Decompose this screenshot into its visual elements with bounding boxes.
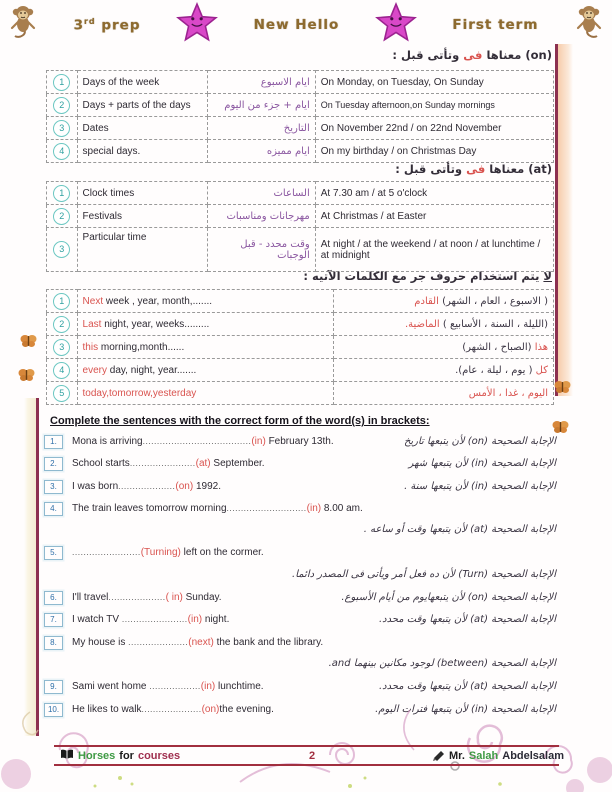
rule-examples: On my birthday / on Christmas Day [315,140,553,163]
answer-note: الإجابة الصحيحة (between) لوجود مكانين بينهما and. [328,657,556,669]
rule-label: Clock times [77,182,207,205]
exercise-item [44,591,556,613]
sentence: School starts.......................(at) September. [72,458,265,470]
heading-red-word: فى [466,162,486,176]
item-number: 5. [44,546,63,560]
row-number-badge: 2 [53,97,70,114]
item-number: 7. [44,613,63,627]
rule-arabic: الساعات [207,182,315,205]
rule-label: today,tomorrow,yesterday [77,382,334,405]
author-word: Salah [468,750,499,762]
answer-line [44,569,556,591]
table-row [47,228,554,272]
brand-word: courses [137,750,181,762]
row-number-badge: 1 [53,185,70,202]
answer-note: الإجابة الصحيحة (on) لأن يتبعهايوم من أيام الأسبوع. [341,592,556,604]
rule-examples: On Tuesday afternoon,on Sunday mornings [315,94,553,117]
table-row [47,290,554,313]
sentence: I was born....................(on) 1992. [72,480,221,492]
on-section-heading [392,48,552,62]
rule-examples: At Christmas / at Easter [315,205,553,228]
heading-text: (at) معناها [489,162,552,176]
brand-word: Horses [78,750,116,762]
monkey-icon [574,3,604,48]
on-rules-table [46,70,554,163]
rule-label: Days + parts of the days [77,94,207,117]
butterfly-icon [18,368,35,387]
answer-line [44,658,556,680]
row-number-badge: 2 [53,208,70,225]
star-icon [375,2,417,49]
row-number-badge: 3 [53,120,70,137]
item-number: 2. [44,457,63,471]
footer-bottom-rule [54,764,559,766]
at-rules-table [46,181,554,272]
item-number: 3. [44,480,63,494]
row-number-badge: 4 [53,362,70,379]
row-number-badge: 3 [53,339,70,356]
exercise-heading: Complete the sentences with the correct form of the word(s) in brackets: [50,415,430,427]
right-margin-rule [555,44,558,396]
heading-text: (on) معناها [486,48,552,62]
item-number: 4. [44,502,63,516]
no-prep-heading [303,269,552,283]
exercise-item [44,636,556,658]
exercise-item [44,703,556,725]
sentence: I watch TV .......................(in) night. [72,614,230,626]
page-footer [60,748,564,764]
heading-underlined-word: لا [543,269,552,283]
term-title: First term [452,17,539,33]
heading-text: يتم استخدام حروف جر مع الكلمات الآتيه : [303,269,544,283]
heading-text: وتأتى قبل : [395,162,463,176]
rule-arabic: كل ( يوم ، ليلة ، عام). [334,359,554,382]
rule-label: special days. [77,140,207,163]
heading-text: وتأتى قبل : [392,48,460,62]
row-number-badge: 5 [53,385,70,402]
author-word: Abdelsalam [502,750,564,762]
rule-label: every day, night, year....... [77,359,334,382]
footer-brand [60,749,180,763]
answer-note: الإجابة الصحيحة (in) لأن يتبعها شهر [408,458,556,470]
footer-author [433,749,564,764]
sentence: My house is .....................(next) the bank and the library. [72,636,324,648]
open-book-icon [60,749,74,763]
rule-arabic: ( الاسبوع ، العام ، الشهر) القادم [334,290,554,313]
table-row [47,336,554,359]
answer-note: الإجابة الصحيحة (in) لأن يتبعها سنة . [404,480,556,492]
no-prep-table [46,289,554,405]
author-word: Mr. [448,750,465,762]
exercise-item [44,613,556,635]
sentence: ........................(Turning) left on the cormer. [72,547,264,559]
answer-note: الإجابة الصحيحة (on) لأن يتبعها تاريخ [403,436,556,447]
page-number: 2 [308,750,316,762]
page-header [8,2,604,48]
brand-word: for [119,750,134,762]
table-row [47,140,554,163]
row-number-badge: 3 [53,241,70,258]
answer-note: الإجابة الصحيحة (at) لأن يتبعها وقت محدد. [378,614,556,626]
rule-label: Festivals [77,205,207,228]
exercise-item [44,480,556,502]
sentence: Mona is arriving......................................(in) February 13th. [72,436,334,447]
table-row [47,71,554,94]
answer-note: الإجابة الصحيحة (in) لأن يتبعها فترات اليوم. [375,703,556,715]
item-number: 6. [44,591,63,605]
row-number-badge: 1 [53,293,70,310]
answer-note: الإجابة الصحيحة (Turn) لأن ده فعل أمر ويأتى فى المصدر دائما. [292,568,556,580]
rule-examples: On Monday, on Tuesday, On Sunday [315,71,553,94]
pen-icon [433,749,445,764]
exercise-item [44,680,556,702]
butterfly-icon [20,334,37,353]
rule-arabic: مهرجانات ومناسبات [207,205,315,228]
rule-arabic: اليوم ، غدا ، الأمس [334,382,554,405]
footer-top-rule [54,745,559,747]
rule-label: Days of the week [77,71,207,94]
exercise-item [44,546,556,568]
exercise-list [44,435,556,725]
grade-title: 3rd prep [73,16,141,34]
rule-arabic: التاريخ [207,117,315,140]
table-row [47,313,554,336]
right-margin-glow [558,44,573,396]
rule-label: Last night, year, weeks......... [77,313,334,336]
item-number: 1. [44,435,63,449]
rule-arabic: (الليلة ، السنة ، الأسابيع ) الماضية. [334,313,554,336]
answer-line [44,524,556,546]
exercise-item [44,435,556,457]
rule-label: this morning,month...... [77,336,334,359]
table-row [47,182,554,205]
sentence: He likes to walk.....................(on)the evening. [72,703,274,715]
sentence: I'll travel....................( in) Sunday. [72,592,222,604]
rule-examples: At 7.30 am / at 5 o'clock [315,182,553,205]
rule-arabic: ايام + جزء من اليوم [207,94,315,117]
rule-examples: On November 22nd / on 22nd November [315,117,553,140]
monkey-icon [8,3,38,48]
sentence: Sami went home ..................(in) lunchtime. [72,681,264,693]
rule-examples: At night / at the weekend / at noon / at lunchtime / at midnight [315,228,553,272]
answer-note: الإجابة الصحيحة (at) لأن يتبعها وقت أو ساعه . [363,524,556,536]
answer-note: الإجابة الصحيحة (at) لأن يتبعها وقت محدد. [378,681,556,693]
table-row [47,382,554,405]
exercise-item [44,502,556,524]
rule-arabic: ايام الاسبوع [207,71,315,94]
row-number-badge: 2 [53,316,70,333]
rule-arabic: وقت محدد - قبل الوجبات [207,228,315,272]
table-row [47,205,554,228]
table-row [47,117,554,140]
table-row [47,94,554,117]
rule-arabic: هذا (الصباح ، الشهر) [334,336,554,359]
item-number: 8. [44,636,63,650]
at-section-heading [395,162,552,176]
item-number: 10. [44,703,63,717]
rule-arabic: ايام مميزه [207,140,315,163]
rule-label: Next week , year, month,....... [77,290,334,313]
heading-red-word: فى [463,48,483,62]
sentence: The train leaves tomorrow morning............................(in) 8.00 am. [72,502,363,514]
book-title: New Hello [253,17,340,33]
rule-label: Particular time [77,228,207,272]
rule-label: Dates [77,117,207,140]
row-number-badge: 1 [53,74,70,91]
star-icon [176,2,218,49]
table-row [47,359,554,382]
left-margin-rule [36,398,39,736]
exercise-item [44,457,556,479]
item-number: 9. [44,680,63,694]
row-number-badge: 4 [53,143,70,160]
